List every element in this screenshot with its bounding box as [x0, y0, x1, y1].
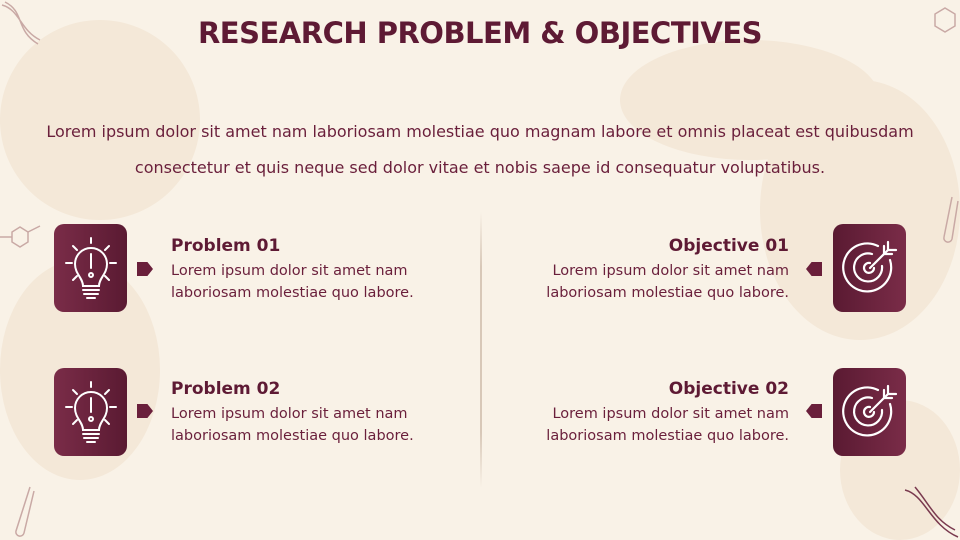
pointer-arrow — [137, 262, 153, 276]
dna-icon — [900, 485, 960, 540]
divider — [480, 212, 482, 488]
problem-text: Lorem ipsum dolor sit amet nam laboriosam molestiae quo labore. — [171, 406, 414, 444]
problem-01 — [171, 234, 471, 304]
target-arrow-icon — [840, 238, 900, 298]
problem-02-icon-box — [54, 368, 127, 456]
problem-text: Lorem ipsum dolor sit amet nam laboriosam molestiae quo labore. — [171, 263, 414, 301]
page-title: RESEARCH PROBLEM & OBJECTIVES — [197, 16, 763, 50]
objective-title: Objective 02 — [668, 379, 789, 399]
objective-01-icon-box — [833, 224, 906, 312]
molecule-icon — [0, 222, 42, 252]
objective-title: Objective 01 — [668, 236, 789, 256]
objective-01 — [489, 234, 789, 304]
problem-02 — [171, 377, 471, 447]
lightbulb-exclamation-icon — [63, 380, 119, 444]
test-tube-icon — [938, 195, 960, 245]
objective-text: Lorem ipsum dolor sit amet nam laboriosam molestiae quo labore. — [546, 406, 789, 444]
objective-text: Lorem ipsum dolor sit amet nam laboriosam molestiae quo labore. — [546, 263, 789, 301]
problem-title: Problem 02 — [171, 379, 281, 399]
problem-title: Problem 01 — [171, 236, 281, 256]
test-tube-icon — [8, 485, 36, 540]
intro-text: Lorem ipsum dolor sit amet nam laboriosam molestiae quo magnam labore et omnis placeat est quibusdam consectetur et quis neque sed dolor vitae et nobis saepe id consequatur voluptatibus. — [46, 122, 914, 177]
lightbulb-exclamation-icon — [63, 236, 119, 300]
objective-02-icon-box — [833, 368, 906, 456]
problem-01-icon-box — [54, 224, 127, 312]
pointer-arrow — [806, 404, 822, 418]
objective-02 — [489, 377, 789, 447]
target-arrow-icon — [840, 382, 900, 442]
